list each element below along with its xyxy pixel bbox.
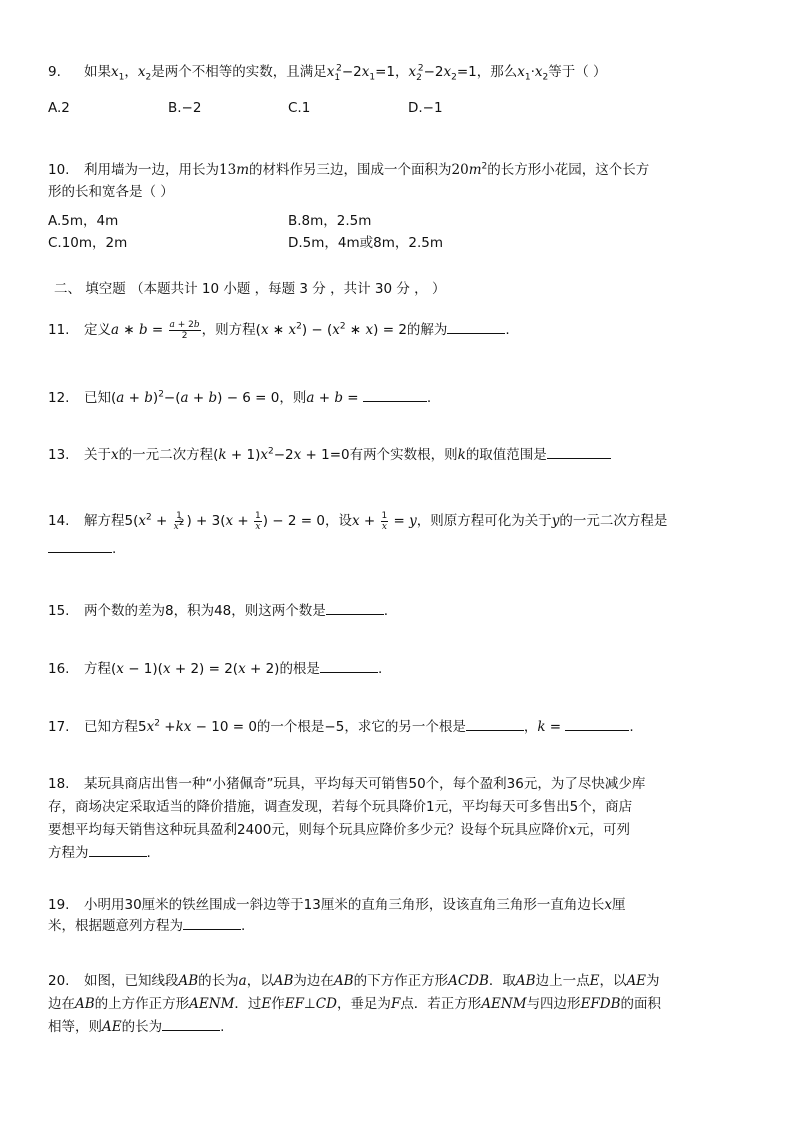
answer-blank[interactable] xyxy=(547,446,611,459)
question-number: 15. xyxy=(48,603,70,619)
question-12: 12. 已知$(a + b)^2-(a + b) - 6 = 0$，则a + b = . xyxy=(48,389,432,406)
question-13: 13. 关于x的一元二次方程$(k + 1)x^2-2x + 1=0$有两个实数根，则k的取值范围是 xyxy=(48,443,611,463)
question-14: 14. 解方程$5(x^2$ + $\frac{1}{x^2}$ ) + 3(x + $\frac{1}{x}$ ) − 2 = 0，设x + $\frac{1}{x}$ = y，则原方程可化为关于y的一元二次方程是 xyxy=(48,510,668,532)
question-number: 18. xyxy=(48,776,70,792)
question-number: 9. xyxy=(48,64,61,80)
question-10: 10. 利用墙为一边，用长为13m的材料作另三边，围成一个面积为$20m^2$的长方形小花园，这个长方 xyxy=(48,161,650,178)
answer-blank[interactable] xyxy=(565,718,629,731)
answer-blank[interactable] xyxy=(326,602,384,615)
question-14-line2: . xyxy=(48,540,116,557)
question-18-line2: 存，商场决定采取适当的降价措施，调查发现，若每个玩具降价1元，平均每天可多售出5个，商店 xyxy=(48,799,633,815)
section-heading: 二、 填空题 （本题共计 10 小题 ，每题 3 分 ，共计 30 分 ， ） xyxy=(54,281,446,297)
question-18-line3: 要想平均每天销售这种玩具盈利2400元，则每个玩具应降价多少元？设每个玩具应降价x元，可列 xyxy=(48,822,630,838)
question-17: 17. 已知方程$5x^2 +kx - 10 = 0$的一个根是−5，求它的另一个根是 ，k = . xyxy=(48,718,634,735)
answer-blank[interactable] xyxy=(183,917,241,930)
option-c: C.10m，2m xyxy=(48,235,128,251)
question-number: 20. xyxy=(48,973,70,989)
question-number: 16. xyxy=(48,661,70,677)
question-20: 20. 如图，已知线段AB的长为a，以AB为边在AB的下方作正方形ACDB．取AB边上一点E，以AE为 xyxy=(48,973,660,989)
answer-blank[interactable] xyxy=(466,718,524,731)
question-20-line3: 相等，则AE的长为 . xyxy=(48,1019,225,1035)
question-number: 12. xyxy=(48,390,70,406)
question-16: 16. 方程(x − 1)(x + 2) = 2(x + 2)的根是 . xyxy=(48,661,383,677)
question-18-line4: 方程为 . xyxy=(48,845,151,861)
answer-blank[interactable] xyxy=(48,540,112,553)
question-9: 9. 如果$x_1$，$x_2$是两个不相等的实数，且满足$x_1^2-2x_1=1$，$x_2^2-2x_2=1$，那么$x_1\cdot x_2$等于（ ） xyxy=(48,63,607,83)
option-a: A.2 xyxy=(48,100,70,116)
question-11: 11. 定义a ∗ b = $\frac{a + 2b}{2}$ ，则方程(x ∗ $x^2) - (x^2$ ∗ x) = 2的解为 . xyxy=(48,319,510,341)
option-d: D.−1 xyxy=(408,100,443,116)
option-b: B.8m，2.5m xyxy=(288,213,372,229)
question-10-line2: 形的长和宽各是（ ） xyxy=(48,184,174,200)
question-19-line2: 米，根据题意列方程为 . xyxy=(48,918,246,934)
question-number: 10. xyxy=(48,162,70,178)
question-number: 17. xyxy=(48,719,70,735)
question-20-line2: 边在AB的上方作正方形AENM．过E作EF⊥CD，垂足为F点．若正方形AENM与四边形EFDB的面积 xyxy=(48,996,662,1012)
answer-blank[interactable] xyxy=(162,1018,220,1031)
answer-blank[interactable] xyxy=(320,660,378,673)
question-number: 11. xyxy=(48,322,70,338)
question-number: 14. xyxy=(48,513,70,529)
question-15: 15. 两个数的差为8，积为48，则这两个数是 . xyxy=(48,603,389,619)
answer-blank[interactable] xyxy=(89,844,147,857)
question-18: 18. 某玩具商店出售一种“小猪佩奇”玩具，平均每天可销售50个，每个盈利36元，为了尽快减少库 xyxy=(48,776,646,792)
answer-blank[interactable] xyxy=(363,389,427,402)
answer-blank[interactable] xyxy=(447,321,505,334)
option-b: B.−2 xyxy=(168,100,202,116)
option-c: C.1 xyxy=(288,100,311,116)
option-d: D.5m，4m或8m，2.5m xyxy=(288,235,444,251)
question-19: 19. 小明用30厘米的铁丝围成一斜边等于13厘米的直角三角形，设该直角三角形一直角边长x厘 xyxy=(48,897,626,913)
question-number: 13. xyxy=(48,447,70,463)
question-number: 19. xyxy=(48,897,70,913)
option-a: A.5m，4m xyxy=(48,213,119,229)
